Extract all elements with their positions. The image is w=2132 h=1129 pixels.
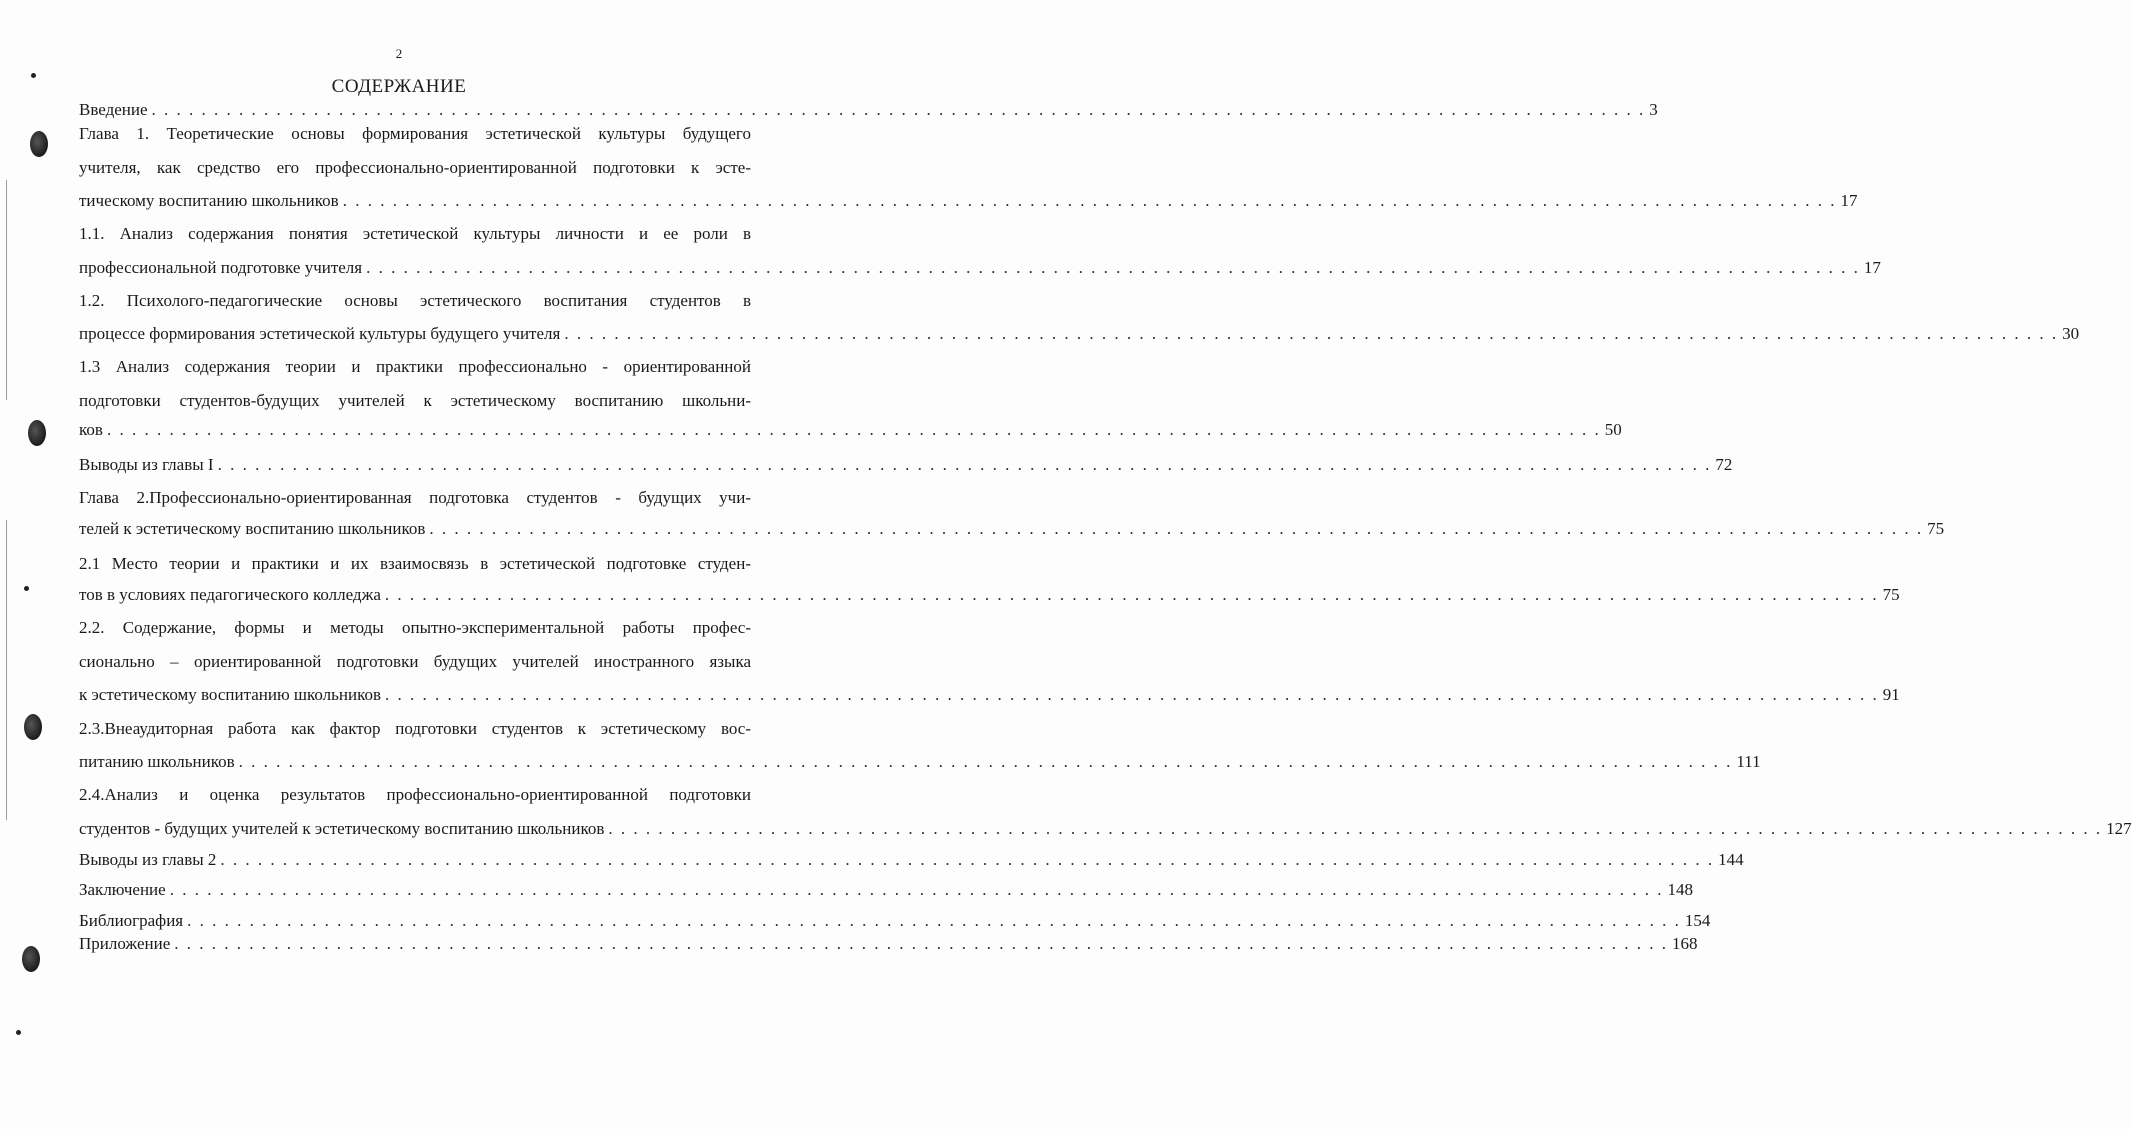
toc-entry-text: профессиональной подготовке учителя bbox=[79, 258, 363, 277]
toc-leader-dots: . . . . . . . . . . . . . . . . . . . . . . . . . . . . . . . . . . . . . . . . . . . . . . . . . . . . . . . . . . . . . . . . . . . . . . . . . . . . . . . . . . . . . . . . . . . . . . . . . . . . . . . . . . . . . . . . . . . . . . . . bbox=[342, 191, 1837, 210]
toc-entry-text: 2.4.Анализ и оценка результатов профессионально-ориентированной подготовки bbox=[79, 785, 751, 804]
toc-entry-line bbox=[79, 122, 751, 146]
toc-entry-text: Заключение bbox=[79, 880, 166, 899]
toc-entry-line bbox=[79, 848, 1744, 872]
toc-page-number: 30 bbox=[2062, 324, 2080, 343]
toc-leader-dots: . . . . . . . . . . . . . . . . . . . . . . . . . . . . . . . . . . . . . . . . . . . . . . . . . . . . . . . . . . . . . . . . . . . . . . . . . . . . . . . . . . . . . . . . . . . . . . . . . . . . . . . . . . . . . . . . . . . . . . . . bbox=[174, 934, 1668, 953]
toc-leader-dots: . . . . . . . . . . . . . . . . . . . . . . . . . . . . . . . . . . . . . . . . . . . . . . . . . . . . . . . . . . . . . . . . . . . . . . . . . . . . . . . . . . . . . . . . . . . . . . . . . . . . . . . . . . . . . . . . . . . . . . . . bbox=[220, 850, 1715, 869]
toc-page-number: 154 bbox=[1684, 911, 1711, 930]
toc-entry-line bbox=[79, 683, 1900, 707]
toc-entry-text: Глава 2.Профессионально-ориентированная подготовка студентов - будущих учи- bbox=[79, 488, 751, 507]
toc-leader-dots: . . . . . . . . . . . . . . . . . . . . . . . . . . . . . . . . . . . . . . . . . . . . . . . . . . . . . . . . . . . . . . . . . . . . . . . . . . . . . . . . . . . . . . . . . . . . . . . . . . . . . . . . . . . . . . . . . . . . . . . . bbox=[238, 752, 1733, 771]
toc-entry-line bbox=[79, 750, 1761, 774]
toc-entry-text: 2.1 Место теории и практики и их взаимосвязь в эстетической подготовке студен- bbox=[79, 554, 751, 573]
toc-entry-text: 1.1. Анализ содержания понятия эстетической культуры личности и ее роли в bbox=[79, 224, 751, 243]
toc-entry-text: Введение bbox=[79, 100, 148, 119]
toc-page-number: 127 bbox=[2106, 819, 2132, 838]
toc-leader-dots: . . . . . . . . . . . . . . . . . . . . . . . . . . . . . . . . . . . . . . . . . . . . . . . . . . . . . . . . . . . . . . . . . . . . . . . . . . . . . . . . . . . . . . . . . . . . . . . . . . . . . . . . . . . . . . . . . . . . . . . . bbox=[169, 880, 1664, 899]
toc-entry-line bbox=[79, 289, 751, 313]
toc-entry-line bbox=[79, 717, 751, 741]
toc-page-number: 144 bbox=[1718, 850, 1744, 869]
scan-edge-decoration bbox=[6, 520, 7, 820]
toc-entry-line bbox=[79, 189, 1858, 213]
toc-entry-line bbox=[79, 486, 751, 510]
toc-entry-line bbox=[79, 322, 2080, 346]
toc-page-number: 91 bbox=[1882, 685, 1900, 704]
toc-page-number: 17 bbox=[1863, 258, 1881, 277]
toc-entry-text: процессе формирования эстетической культуры будущего учителя bbox=[79, 324, 561, 343]
toc-entry-line bbox=[79, 453, 1733, 477]
toc-entry-text: Выводы из главы 2 bbox=[79, 850, 217, 869]
binder-hole-decoration bbox=[30, 131, 48, 157]
scan-edge-decoration bbox=[6, 180, 7, 400]
binder-hole-decoration bbox=[22, 946, 40, 972]
toc-leader-dots: . . . . . . . . . . . . . . . . . . . . . . . . . . . . . . . . . . . . . . . . . . . . . . . . . . . . . . . . . . . . . . . . . . . . . . . . . . . . . . . . . . . . . . . . . . . . . . . . . . . . . . . . . . . . . . . . . . . . . . . . bbox=[429, 519, 1924, 538]
toc-leader-dots: . . . . . . . . . . . . . . . . . . . . . . . . . . . . . . . . . . . . . . . . . . . . . . . . . . . . . . . . . . . . . . . . . . . . . . . . . . . . . . . . . . . . . . . . . . . . . . . . . . . . . . . . . . . . . . . . . . . . . . . . bbox=[608, 819, 2103, 838]
toc-entry-text: Библиография bbox=[79, 911, 184, 930]
toc-entry-line bbox=[79, 418, 1622, 442]
toc-entry-line bbox=[79, 909, 1711, 933]
toc-entry-text: 1.2. Психолого-педагогические основы эстетического воспитания студентов в bbox=[79, 291, 751, 310]
toc-entry-text: телей к эстетическому воспитанию школьников bbox=[79, 519, 426, 538]
toc-leader-dots: . . . . . . . . . . . . . . . . . . . . . . . . . . . . . . . . . . . . . . . . . . . . . . . . . . . . . . . . . . . . . . . . . . . . . . . . . . . . . . . . . . . . . . . . . . . . . . . . . . . . . . . . . . . . . . . . . . . . . . . . bbox=[187, 911, 1681, 930]
toc-entry-text: Глава 1. Теоретические основы формирования эстетической культуры будущего bbox=[79, 124, 751, 143]
toc-entry-line bbox=[79, 355, 751, 379]
toc-entry-text: Выводы из главы I bbox=[79, 455, 214, 474]
toc-leader-dots: . . . . . . . . . . . . . . . . . . . . . . . . . . . . . . . . . . . . . . . . . . . . . . . . . . . . . . . . . . . . . . . . . . . . . . . . . . . . . . . . . . . . . . . . . . . . . . . . . . . . . . . . . . . . . . . . . . . . . . . . bbox=[385, 685, 1879, 704]
toc-entry-line bbox=[79, 878, 1693, 902]
scan-speck-decoration bbox=[24, 586, 29, 591]
toc-page-number: 3 bbox=[1649, 100, 1658, 119]
toc-leader-dots: . . . . . . . . . . . . . . . . . . . . . . . . . . . . . . . . . . . . . . . . . . . . . . . . . . . . . . . . . . . . . . . . . . . . . . . . . . . . . . . . . . . . . . . . . . . . . . . . . . . . . . . . . . . . . . . . . . . . . . . . bbox=[384, 585, 1879, 604]
toc-entry-text: учителя, как средство его профессионально-ориентированной подготовки к эсте- bbox=[79, 158, 751, 177]
toc-entry-text: тов в условиях педагогического колледжа bbox=[79, 585, 381, 604]
toc-entry-line bbox=[79, 650, 751, 674]
toc-entry-line bbox=[79, 616, 751, 640]
binder-hole-decoration bbox=[24, 714, 42, 740]
toc-entry-text: питанию школьников bbox=[79, 752, 235, 771]
toc-page-number: 17 bbox=[1840, 191, 1858, 210]
toc-entry-line bbox=[79, 222, 751, 246]
toc-page-number: 50 bbox=[1604, 420, 1622, 439]
toc-entry-text: ков bbox=[79, 420, 103, 439]
toc-entry-line bbox=[79, 552, 751, 576]
page-title: СОДЕРЖАНИЕ bbox=[331, 76, 467, 97]
toc-entry-line bbox=[79, 783, 751, 807]
scan-speck-decoration bbox=[16, 1030, 21, 1035]
toc-entry-text: сионально – ориентированной подготовки будущих учителей иностранного языка bbox=[79, 652, 751, 671]
toc-entry-line bbox=[79, 98, 1658, 122]
toc-leader-dots: . . . . . . . . . . . . . . . . . . . . . . . . . . . . . . . . . . . . . . . . . . . . . . . . . . . . . . . . . . . . . . . . . . . . . . . . . . . . . . . . . . . . . . . . . . . . . . . . . . . . . . . . . . . . . . . . . . . . . . . . bbox=[106, 420, 1601, 439]
toc-page-number: 75 bbox=[1927, 519, 1945, 538]
toc-entry-line bbox=[79, 156, 751, 180]
binder-hole-decoration bbox=[28, 420, 46, 446]
toc-entry-line bbox=[79, 256, 1881, 280]
page-number: 2 bbox=[395, 46, 403, 61]
toc-entry-line bbox=[79, 583, 1900, 607]
toc-entry-text: подготовки студентов-будущих учителей к эстетическому воспитанию школьни- bbox=[79, 391, 751, 410]
toc-entry-line bbox=[79, 389, 751, 413]
toc-entry-text: тическому воспитанию школьников bbox=[79, 191, 339, 210]
toc-page-number: 111 bbox=[1736, 752, 1761, 771]
toc-entry-text: к эстетическому воспитанию школьников bbox=[79, 685, 382, 704]
toc-page-number: 75 bbox=[1882, 585, 1900, 604]
toc-entry-line bbox=[79, 932, 1698, 956]
scan-speck-decoration bbox=[31, 73, 36, 78]
toc-page-number: 72 bbox=[1715, 455, 1733, 474]
toc-leader-dots: . . . . . . . . . . . . . . . . . . . . . . . . . . . . . . . . . . . . . . . . . . . . . . . . . . . . . . . . . . . . . . . . . . . . . . . . . . . . . . . . . . . . . . . . . . . . . . . . . . . . . . . . . . . . . . . . . . . . . . . . bbox=[151, 100, 1646, 119]
toc-entry-line bbox=[79, 517, 1945, 541]
toc-entry-text: 1.3 Анализ содержания теории и практики профессионально - ориентированной bbox=[79, 357, 751, 376]
toc-page-number: 168 bbox=[1672, 934, 1698, 953]
toc-page-number: 148 bbox=[1667, 880, 1693, 899]
toc-leader-dots: . . . . . . . . . . . . . . . . . . . . . . . . . . . . . . . . . . . . . . . . . . . . . . . . . . . . . . . . . . . . . . . . . . . . . . . . . . . . . . . . . . . . . . . . . . . . . . . . . . . . . . . . . . . . . . . . . . . . . . . . bbox=[217, 455, 1712, 474]
toc-leader-dots: . . . . . . . . . . . . . . . . . . . . . . . . . . . . . . . . . . . . . . . . . . . . . . . . . . . . . . . . . . . . . . . . . . . . . . . . . . . . . . . . . . . . . . . . . . . . . . . . . . . . . . . . . . . . . . . . . . . . . . . . bbox=[366, 258, 1860, 277]
toc-entry-text: студентов - будущих учителей к эстетическому воспитанию школьников bbox=[79, 819, 605, 838]
toc-entry-text: 2.2. Содержание, формы и методы опытно-экспериментальной работы профес- bbox=[79, 618, 751, 637]
toc-leader-dots: . . . . . . . . . . . . . . . . . . . . . . . . . . . . . . . . . . . . . . . . . . . . . . . . . . . . . . . . . . . . . . . . . . . . . . . . . . . . . . . . . . . . . . . . . . . . . . . . . . . . . . . . . . . . . . . . . . . . . . . . bbox=[564, 324, 2059, 343]
toc-entry-text: Приложение bbox=[79, 934, 171, 953]
toc-entry-text: 2.3.Внеаудиторная работа как фактор подготовки студентов к эстетическому вос- bbox=[79, 719, 751, 738]
toc-entry-line bbox=[79, 817, 2132, 841]
